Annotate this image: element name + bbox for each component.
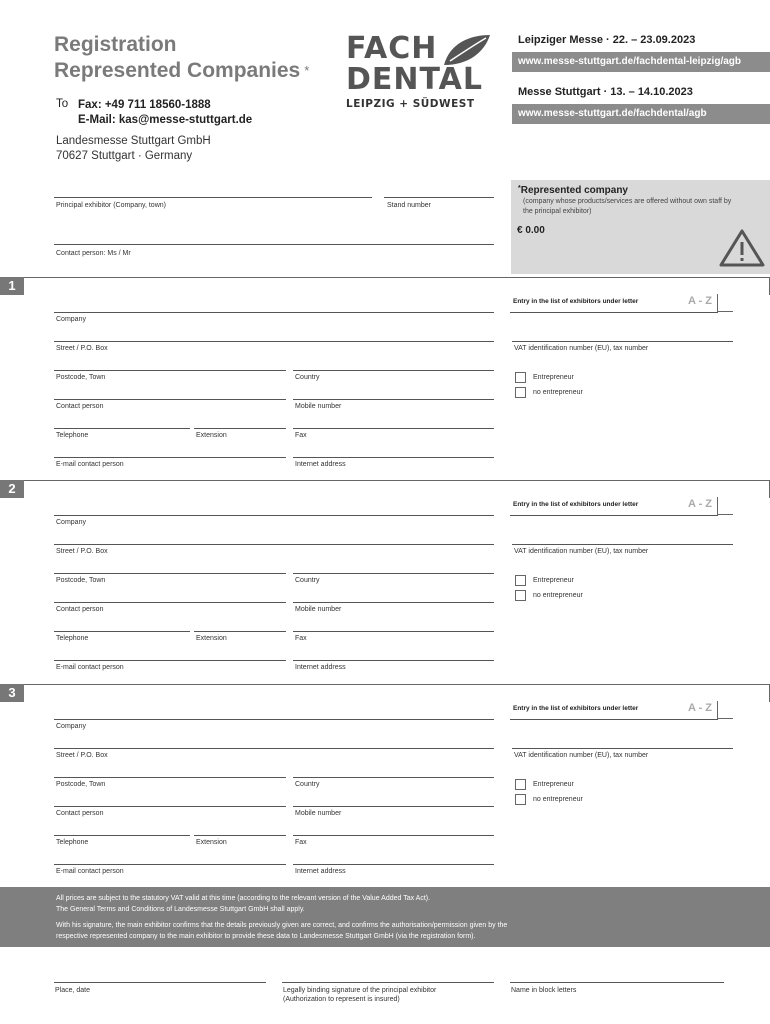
entrepreneur-checkbox[interactable] (515, 372, 526, 383)
company-label: Company (56, 723, 86, 730)
signature-input-line[interactable] (282, 982, 494, 983)
street-label: Street / P.O. Box (56, 752, 108, 759)
country-input-line[interactable] (293, 573, 494, 574)
title-line-1: Registration (54, 33, 177, 56)
mobile-label: Mobile number (295, 810, 342, 817)
street-label: Street / P.O. Box (56, 548, 108, 555)
company-input-line[interactable] (54, 719, 494, 720)
internet-input-line[interactable] (293, 660, 494, 661)
internet-input-line[interactable] (293, 864, 494, 865)
entrepreneur-label: Entrepreneur (533, 781, 574, 788)
postcode-label: Postcode, Town (56, 577, 106, 584)
fax-input-line[interactable] (293, 428, 494, 429)
company-input-line[interactable] (54, 515, 494, 516)
event-leipzig-title: Leipziger Messe · 22. – 23.09.2023 (518, 34, 696, 46)
email-label: E-mail contact person (56, 461, 124, 468)
email-address: E-Mail: kas@messe-stuttgart.de (78, 114, 253, 126)
fax-label: Fax (295, 635, 307, 642)
page-title (54, 32, 344, 84)
company-label: Company (56, 519, 86, 526)
vat-label: VAT identification number (EU), tax number (514, 345, 649, 352)
event-stuttgart-title: Messe Stuttgart · 13. – 14.10.2023 (518, 86, 693, 98)
leaf-icon (440, 33, 492, 67)
represented-company-desc: (company whose products/services are offered without own staff by the principal exhibitor) (523, 198, 732, 215)
section-number-3: 3 (0, 684, 24, 702)
stand-number-input-line[interactable] (384, 197, 494, 198)
represented-company-price: € 0.00 (517, 225, 545, 236)
vat-label: VAT identification number (EU), tax number (514, 548, 649, 555)
logo-subline: LEIPZIG + SÜDWEST (346, 98, 475, 110)
contact-person-label: Contact person: Ms / Mr (56, 250, 131, 257)
place-date-label: Place, date (55, 987, 91, 994)
contact-block (78, 98, 252, 128)
extension-input-line[interactable] (194, 631, 286, 632)
block-letters-input-line[interactable] (510, 982, 724, 983)
section-top-line (24, 277, 770, 278)
az-letter-input[interactable] (717, 294, 733, 312)
place-date-input-line[interactable] (54, 982, 266, 983)
mobile-input-line[interactable] (293, 806, 494, 807)
principal-exhibitor-label: Principal exhibitor (Company, town) (56, 202, 166, 209)
footer-line-3: With his signature, the main exhibitor confirms that the details previously given are correct, and confirms the authorisation/permission given by the (56, 922, 508, 929)
section-top-line (24, 480, 770, 481)
country-label: Country (295, 781, 320, 788)
entrepreneur-label: Entrepreneur (533, 577, 574, 584)
fax-label: Fax (295, 432, 307, 439)
az-letter-hint: A - Z (688, 702, 713, 714)
mobile-input-line[interactable] (293, 399, 494, 400)
contact-input-line[interactable] (54, 602, 286, 603)
email-input-line[interactable] (54, 864, 286, 865)
warning-icon (718, 228, 766, 268)
no-entrepreneur-label: no entrepreneur (533, 796, 583, 803)
street-input-line[interactable] (54, 341, 494, 342)
contact-input-line[interactable] (54, 399, 286, 400)
fax-number: Fax: +49 711 18560-1888 (78, 99, 211, 111)
footer-line-4: respective represented company to the main exhibitor to provide these data to Landesmesse Stuttgart GmbH (via the registration form). (56, 933, 476, 940)
internet-input-line[interactable] (293, 457, 494, 458)
entry-letter-label: Entry in the list of exhibitors under letter (513, 298, 639, 305)
postcode-label: Postcode, Town (56, 374, 106, 381)
fachdental-logo (346, 33, 492, 119)
contact-person-input-line[interactable] (54, 244, 494, 245)
az-letter-input[interactable] (717, 701, 733, 719)
street-label: Street / P.O. Box (56, 345, 108, 352)
to-label: To (56, 98, 69, 110)
postcode-label: Postcode, Town (56, 781, 106, 788)
stand-number-label: Stand number (387, 202, 431, 209)
fax-input-line[interactable] (293, 835, 494, 836)
mobile-input-line[interactable] (293, 602, 494, 603)
telephone-label: Telephone (56, 432, 89, 439)
extension-label: Extension (196, 839, 227, 846)
section-number-1: 1 (0, 277, 24, 295)
country-input-line[interactable] (293, 777, 494, 778)
vat-input-line[interactable] (512, 544, 733, 545)
no-entrepreneur-label: no entrepreneur (533, 389, 583, 396)
logo-line-1: FACH (346, 31, 438, 66)
street-input-line[interactable] (54, 544, 494, 545)
contact-label: Contact person (56, 606, 104, 613)
block-letters-label: Name in block letters (511, 987, 577, 994)
vat-label: VAT identification number (EU), tax number (514, 752, 649, 759)
no-entrepreneur-checkbox[interactable] (515, 794, 526, 805)
contact-label: Contact person (56, 810, 104, 817)
postcode-input-line[interactable] (54, 777, 286, 778)
telephone-input-line[interactable] (54, 428, 190, 429)
email-label: E-mail contact person (56, 868, 124, 875)
company-label: Company (56, 316, 86, 323)
mobile-label: Mobile number (295, 606, 342, 613)
country-label: Country (295, 374, 320, 381)
postcode-input-line[interactable] (54, 370, 286, 371)
az-letter-input[interactable] (717, 497, 733, 515)
section-number-2: 2 (0, 480, 24, 498)
country-label: Country (295, 577, 320, 584)
telephone-input-line[interactable] (54, 835, 190, 836)
signature-label: Legally binding signature of the principal exhibitor (Authorization to represent is insured) (283, 987, 437, 1003)
telephone-input-line[interactable] (54, 631, 190, 632)
event-leipzig-url[interactable]: www.messe-stuttgart.de/fachdental-leipzig/agb (512, 52, 770, 72)
entrepreneur-checkbox[interactable] (515, 779, 526, 790)
logo-line-2: DENTAL (346, 62, 483, 97)
postcode-input-line[interactable] (54, 573, 286, 574)
entry-letter-line (510, 515, 718, 516)
no-entrepreneur-label: no entrepreneur (533, 592, 583, 599)
internet-label: Internet address (295, 664, 346, 671)
no-entrepreneur-checkbox[interactable] (515, 387, 526, 398)
represented-company-title: *Represented company (518, 185, 628, 196)
address-line-1: Landesmesse Stuttgart GmbH (56, 135, 211, 147)
contact-input-line[interactable] (54, 806, 286, 807)
email-input-line[interactable] (54, 660, 286, 661)
telephone-label: Telephone (56, 839, 89, 846)
az-letter-hint: A - Z (688, 498, 713, 510)
entry-letter-label: Entry in the list of exhibitors under letter (513, 501, 639, 508)
email-label: E-mail contact person (56, 664, 124, 671)
extension-input-line[interactable] (194, 428, 286, 429)
az-letter-hint: A - Z (688, 295, 713, 307)
entry-letter-line (510, 719, 718, 720)
entry-letter-line (510, 312, 718, 313)
extension-label: Extension (196, 432, 227, 439)
country-input-line[interactable] (293, 370, 494, 371)
mobile-label: Mobile number (295, 403, 342, 410)
vat-input-line[interactable] (512, 748, 733, 749)
title-line-2: Represented Companies (54, 59, 301, 82)
no-entrepreneur-checkbox[interactable] (515, 590, 526, 601)
footer-line-1: All prices are subject to the statutory VAT valid at this time (according to the relevant version of the Value Added Tax Act). (56, 895, 431, 902)
principal-exhibitor-input-line[interactable] (54, 197, 372, 198)
extension-label: Extension (196, 635, 227, 642)
recipient-address (56, 134, 211, 164)
internet-label: Internet address (295, 461, 346, 468)
email-input-line[interactable] (54, 457, 286, 458)
street-input-line[interactable] (54, 748, 494, 749)
entrepreneur-label: Entrepreneur (533, 374, 574, 381)
section-top-line (24, 684, 770, 685)
title-star: * (304, 63, 310, 78)
footer-line-2: The General Terms and Conditions of Landesmesse Stuttgart GmbH shall apply. (56, 906, 305, 913)
contact-label: Contact person (56, 403, 104, 410)
company-input-line[interactable] (54, 312, 494, 313)
address-line-2: 70627 Stuttgart · Germany (56, 150, 193, 162)
event-stuttgart-url[interactable]: www.messe-stuttgart.de/fachdental/agb (512, 104, 770, 124)
extension-input-line[interactable] (194, 835, 286, 836)
entrepreneur-checkbox[interactable] (515, 575, 526, 586)
telephone-label: Telephone (56, 635, 89, 642)
entry-letter-label: Entry in the list of exhibitors under letter (513, 705, 639, 712)
fax-label: Fax (295, 839, 307, 846)
fax-input-line[interactable] (293, 631, 494, 632)
vat-input-line[interactable] (512, 341, 733, 342)
internet-label: Internet address (295, 868, 346, 875)
